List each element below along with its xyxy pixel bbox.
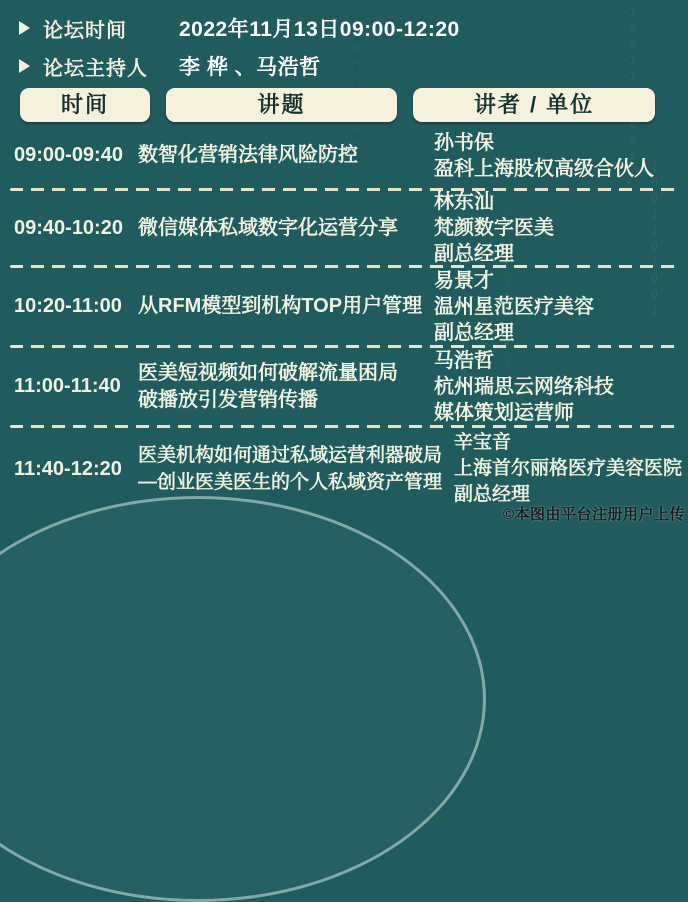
matrix-digits-decoration: 1001101001 bbox=[500, 210, 513, 370]
bottom-arc-decoration bbox=[0, 496, 486, 902]
schedule-row bbox=[0, 123, 688, 188]
bullet-triangle-icon bbox=[19, 59, 30, 73]
session-topic bbox=[138, 293, 434, 320]
forum-host-label: 论坛主持人 bbox=[43, 57, 148, 80]
speaker-name: 孙书保 bbox=[434, 131, 494, 154]
forum-time-label: 论坛时间 bbox=[43, 19, 127, 42]
speaker-org: 上海首尔丽格医疗美容医院 bbox=[454, 458, 683, 479]
session-topic bbox=[138, 142, 434, 169]
speaker-name: 易景才 bbox=[434, 269, 494, 292]
watermark-text: ©本图由平台注册用户上传 bbox=[502, 506, 685, 523]
session-time: 10:20-11:00 bbox=[14, 295, 122, 317]
schedule-table bbox=[0, 123, 688, 510]
session-speaker bbox=[434, 130, 688, 182]
speaker-org: 梵颜数字医美 bbox=[434, 217, 554, 239]
matrix-digits-decoration: 1001101001 bbox=[648, 160, 661, 320]
column-header-speaker: 讲者 / 单位 bbox=[413, 88, 655, 122]
topic-line: 医美机构如何通过私域运营利器破局 bbox=[138, 445, 443, 466]
speaker-name: 马浩哲 bbox=[434, 349, 494, 372]
forum-host-value: 李 桦 、马浩哲 bbox=[179, 56, 321, 79]
topic-line: 数智化营销法律风险防控 bbox=[138, 144, 358, 166]
table-header bbox=[0, 88, 688, 122]
session-time: 11:00-11:40 bbox=[14, 375, 121, 397]
speaker-org: 杭州瑞思云网络科技 bbox=[434, 375, 614, 398]
session-time: 09:00-09:40 bbox=[14, 144, 123, 166]
session-speaker bbox=[434, 268, 688, 346]
schedule-row bbox=[0, 428, 688, 510]
schedule-row bbox=[0, 348, 688, 425]
schedule-row bbox=[0, 191, 688, 265]
session-topic bbox=[138, 360, 434, 414]
session-time: 11:40-12:20 bbox=[14, 457, 122, 480]
topic-line: 破播放引发营销传播 bbox=[138, 388, 318, 411]
column-header-topic: 讲题 bbox=[166, 88, 397, 122]
forum-info bbox=[0, 13, 688, 89]
forum-time-line bbox=[0, 13, 688, 43]
speaker-title: 媒体策划运营师 bbox=[434, 401, 574, 424]
topic-line: 从RFM模型到机构TOP用户管理 bbox=[138, 295, 423, 317]
speaker-title: 副总经理 bbox=[434, 321, 514, 344]
topic-line: 医美短视频如何破解流量困局 bbox=[138, 361, 398, 384]
session-topic bbox=[138, 442, 454, 496]
session-speaker bbox=[434, 189, 688, 267]
speaker-name: 林东汕 bbox=[434, 191, 494, 213]
session-speaker bbox=[454, 430, 688, 508]
forum-host-line bbox=[0, 51, 688, 81]
matrix-digits-decoration: 1001101001 bbox=[458, 320, 471, 480]
column-header-time: 时间 bbox=[20, 88, 150, 122]
topic-line: —创业医美医生的个人私域资产管理 bbox=[138, 472, 443, 493]
schedule-row bbox=[0, 268, 688, 345]
speaker-org: 温州星范医疗美容 bbox=[434, 295, 594, 318]
forum-time-value: 2022年11月13日09:00-12:20 bbox=[179, 18, 460, 41]
speaker-org: 盈科上海股权高级合伙人 bbox=[434, 157, 654, 180]
session-topic bbox=[138, 215, 434, 242]
speaker-title: 副总经理 bbox=[454, 484, 531, 505]
bullet-triangle-icon bbox=[19, 21, 30, 35]
topic-line: 微信媒体私域数字化运营分享 bbox=[138, 216, 398, 239]
matrix-digits-decoration: 1001101001 bbox=[626, 6, 639, 166]
session-time: 09:40-10:20 bbox=[14, 216, 123, 239]
speaker-title: 副总经理 bbox=[434, 243, 514, 265]
speaker-name: 辛宝音 bbox=[454, 432, 512, 453]
session-speaker bbox=[434, 348, 688, 426]
